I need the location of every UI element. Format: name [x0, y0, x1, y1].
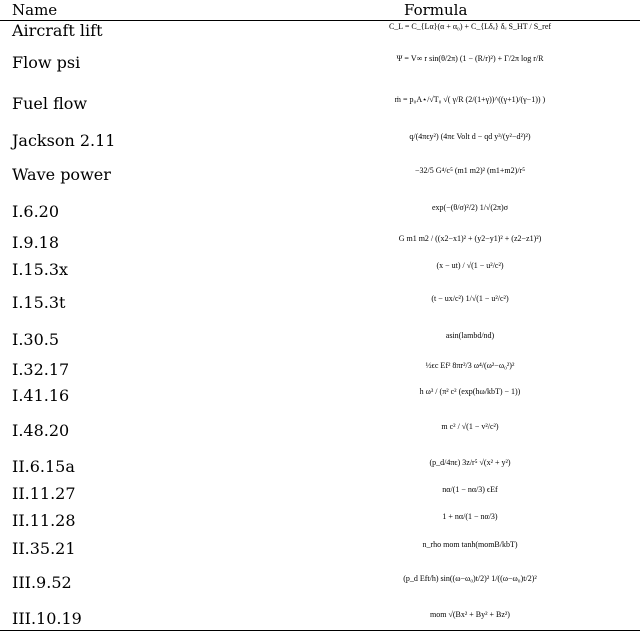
table-row: [0, 386, 640, 408]
equation-formula: h ω³ / (π² c² (exp(hω/kbT) − 1)): [419, 387, 521, 396]
equation-formula: −32/5 G⁴/c⁵ (m1 m2)² (m1+m2)/r⁵: [415, 166, 525, 175]
table-row: [0, 233, 640, 255]
equation-formula: C_L = C_{Lα}(α + α₀) + C_{Lδₑ} δₑ S_HT / S_ref: [388, 22, 552, 31]
equation-name: Aircraft lift: [12, 21, 103, 40]
equation-formula: mom √(Bx² + By² + Bz²): [430, 610, 510, 619]
equation-formula: Ψ = V∞ r sin(θ/2π) (1 − (R/r)²) + Γ/2π log r/R: [396, 54, 544, 63]
table-row: [0, 53, 640, 75]
formula-column-header: Formula: [404, 1, 468, 19]
table-row: [0, 260, 640, 282]
equation-name: I.30.5: [12, 330, 60, 349]
equation-formula: 1 + nα/(1 − nα/3): [442, 512, 498, 521]
equation-formula: (x − ut) / √(1 − u²/c²): [436, 261, 504, 270]
equation-formula: (t − ux/c²) 1/√(1 − u²/c²): [431, 294, 509, 303]
equation-formula: ½ϵc Ef² 8πr²/3 ω⁴/(ω²−ω₀²)²: [425, 361, 515, 370]
equation-name: I.15.3x: [12, 260, 69, 279]
equation-formula: exp(−(θ/σ)²/2) 1/√(2π)σ: [432, 203, 508, 212]
equation-name: III.10.19: [12, 609, 82, 628]
equation-name: Fuel flow: [12, 94, 88, 113]
table-row: [0, 94, 640, 116]
table-row: [0, 131, 640, 153]
table-row: [0, 165, 640, 187]
table-row: [0, 573, 640, 595]
equation-name: Wave power: [12, 165, 111, 184]
table-row: [0, 511, 640, 533]
table-row: [0, 360, 640, 382]
table-header: [0, 0, 640, 21]
equation-name: II.35.21: [12, 539, 76, 558]
table-row: [0, 609, 640, 631]
equation-formula: ṁ = p₀A⋆/√T₀ √( γ/R (2/(1+γ))^((γ+1)/(γ−1)) ): [394, 95, 546, 104]
name-column-header: Name: [12, 1, 58, 19]
table-row: [0, 539, 640, 561]
equation-formula: asin(lambd/nd): [445, 331, 495, 340]
equation-formula: m c² / √(1 − v²/c²): [441, 422, 499, 431]
equation-name: Jackson 2.11: [12, 131, 116, 150]
equation-name: I.48.20: [12, 421, 70, 440]
equation-name: Flow psi: [12, 53, 81, 72]
equation-name: I.32.17: [12, 360, 70, 379]
table-row: [0, 202, 640, 224]
equation-name: I.41.16: [12, 386, 70, 405]
equation-name: II.11.28: [12, 511, 76, 530]
equation-name: II.11.27: [12, 484, 76, 503]
equation-name: I.15.3t: [12, 293, 66, 312]
table-row: [0, 484, 640, 506]
equation-formula: q/(4πϵy²) (4πϵ Volt d − qd y³/(y²−d²)²): [409, 132, 531, 141]
equation-name: I.9.18: [12, 233, 60, 252]
equation-name: II.6.15a: [12, 457, 75, 476]
equation-formula: (p_d/4πϵ) 3z/r⁵ √(x² + y²): [429, 458, 511, 467]
equation-formula: nα/(1 − nα/3) ϵEf: [442, 485, 498, 494]
table-row: [0, 293, 640, 315]
equation-formula: (p_d Eft/h) sin((ω−ω₀)t/2)² 1/((ω−ω₀)t/2)²: [403, 574, 537, 583]
table-row: [0, 421, 640, 443]
table-row: [0, 21, 640, 43]
equation-formula: n_rho mom tanh(momB/kbT): [422, 540, 518, 549]
equation-name: I.6.20: [12, 202, 60, 221]
equation-name: III.9.52: [12, 573, 72, 592]
table-row: [0, 330, 640, 352]
table-row: [0, 457, 640, 479]
equation-formula: G m1 m2 / ((x2−x1)² + (y2−y1)² + (z2−z1)²): [398, 234, 542, 243]
